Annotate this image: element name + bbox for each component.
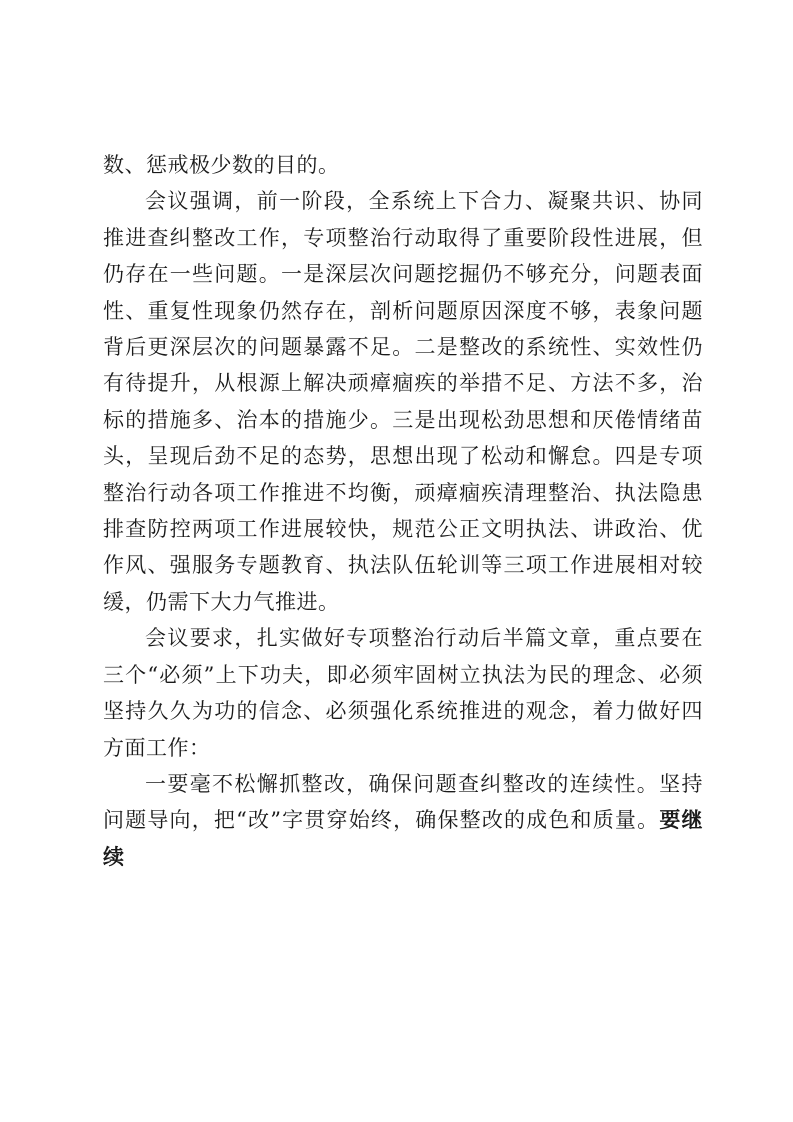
paragraph-meeting-emphasis: 会议强调，前一阶段，全系统上下合力、凝聚共识、协同推进查纠整改工作，专项整治行动取得了重要阶段性进展，但仍存在一些问题。一是深层次问题挖掘仍不够充分，问题表面性、重复性现象仍然存在，剖析问题原因深度不够，表象问题背后更深层次的问题暴露不足。二是整改的系统性、实效性仍有待提升，从根源上解决顽瘴痼疾的举措不足、方法不多，治标的措施多、治本的措施少。三是出现松劲思想和厌倦情绪苗头，呈现后劲不足的态势，思想出现了松动和懈怠。四是专项整治行动各项工作推进不均衡，顽瘴痼疾清理整治、执法隐患排查防控两项工作进展较快，规范公正文明执法、讲政治、优作风、强服务专题教育、执法队伍轮训等三项工作进展相对较缓，仍需下大力气推进。	[103, 189, 703, 614]
paragraph-meeting-requirements: 会议要求，扎实做好专项整治行动后半篇文章，重点要在三个“必须”上下功夫，即必须牢固树立执法为民的理念、必须坚持久久为功的信念、必须强化系统推进的观念，着力做好四方面工作：	[103, 626, 703, 760]
paragraph-rectification	[103, 766, 703, 875]
document-body	[103, 147, 703, 875]
paragraph-continuation: 数、惩戒极少数的目的。	[103, 153, 340, 177]
paragraph-rectification-bold-text: 要继续	[103, 808, 703, 869]
paragraph-rectification-text: 一要毫不松懈抓整改，确保问题查纠整改的连续性。坚持问题导向，把“改”字贯穿始终，确保整改的成色和质量。	[103, 771, 703, 833]
